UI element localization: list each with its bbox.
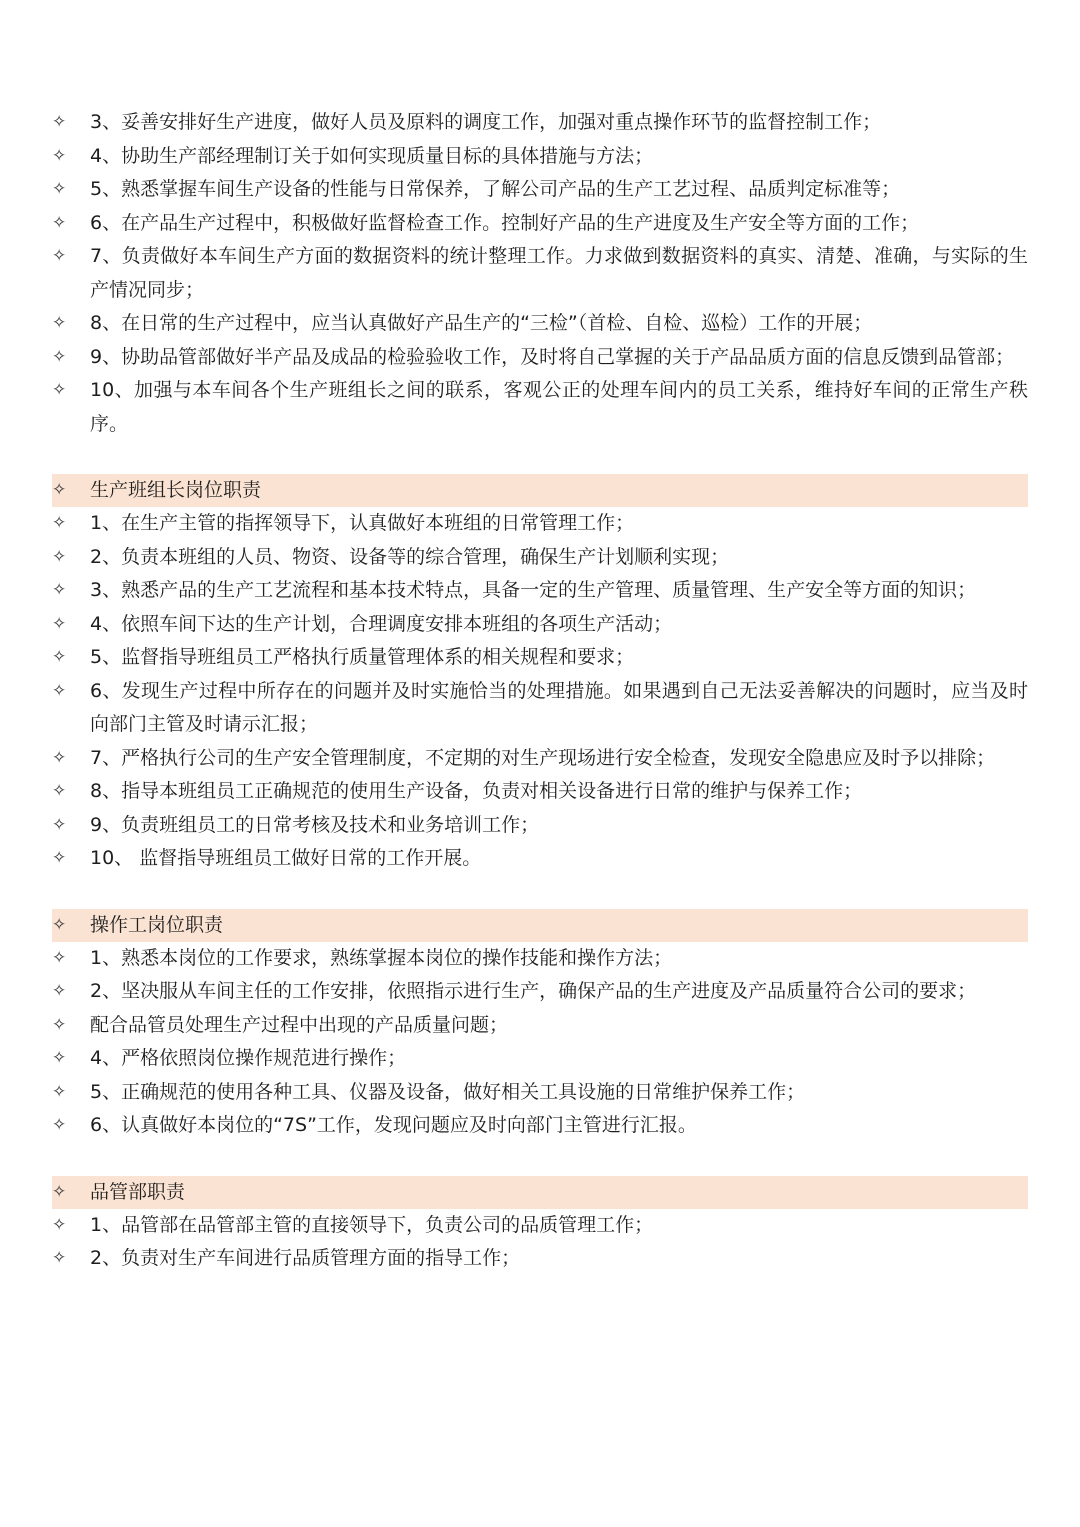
list-item-text: 8、在日常的生产过程中，应当认真做好产品生产的“三检”（首检、自检、巡检）工作的开展； bbox=[90, 312, 873, 334]
list-item bbox=[52, 207, 1028, 241]
bullet-icon: ✧ bbox=[52, 179, 67, 199]
bullet-icon: ✧ bbox=[52, 480, 67, 500]
list-item-text: 3、熟悉产品的生产工艺流程和基本技术特点，具备一定的生产管理、质量管理、生产安全等方面的知识； bbox=[90, 579, 977, 601]
list-item bbox=[52, 809, 1028, 843]
bullet-icon: ✧ bbox=[52, 346, 67, 367]
list-item bbox=[52, 307, 1028, 341]
list-item bbox=[52, 374, 1028, 441]
bullet-icon: ✧ bbox=[52, 313, 67, 333]
list-item bbox=[52, 742, 1028, 776]
list-item bbox=[52, 173, 1028, 207]
list-item bbox=[52, 1209, 1028, 1243]
bullet-icon: ✧ bbox=[52, 513, 67, 533]
list-item-text: 7、严格执行公司的生产安全管理制度，不定期的对生产现场进行安全检查，发现安全隐患应及时予以排除； bbox=[90, 746, 996, 769]
bullet-icon: ✧ bbox=[52, 1214, 67, 1235]
list-item bbox=[52, 1009, 1028, 1043]
bullet-icon: ✧ bbox=[52, 145, 67, 166]
list-item-text: 7、负责做好本车间生产方面的数据资料的统计整理工作。力求做到数据资料的真实、清楚、准确，与实际的生产情况同步； bbox=[90, 245, 1028, 301]
bullet-icon: ✧ bbox=[52, 1248, 67, 1268]
list-item-text: 4、依照车间下达的生产计划，合理调度安排本班组的各项生产活动； bbox=[90, 612, 673, 635]
list-item bbox=[52, 240, 1028, 307]
list-item-text: 1、在生产主管的指挥领导下，认真做好本班组的日常管理工作； bbox=[90, 512, 635, 534]
list-item bbox=[52, 775, 1028, 809]
section-heading bbox=[52, 909, 1028, 942]
list-item bbox=[52, 1076, 1028, 1110]
list-item bbox=[52, 942, 1028, 976]
list-item-text: 8、指导本班组员工正确规范的使用生产设备，负责对相关设备进行日常的维护与保养工作； bbox=[90, 780, 863, 802]
bullet-icon: ✧ bbox=[52, 212, 67, 233]
list-item bbox=[52, 140, 1028, 174]
bullet-icon: ✧ bbox=[52, 246, 67, 266]
list-item-text: 2、负责对生产车间进行品质管理方面的指导工作； bbox=[90, 1247, 521, 1269]
section-title: 生产班组长岗位职责 bbox=[90, 479, 262, 501]
list-item-text: 10、加强与本车间各个生产班组长之间的联系，客观公正的处理车间内的员工关系，维持好车间的正常生产秩序。 bbox=[90, 379, 1028, 435]
bullet-icon: ✧ bbox=[52, 1014, 67, 1035]
bullet-icon: ✧ bbox=[52, 1181, 67, 1202]
list-item bbox=[52, 842, 1028, 876]
section bbox=[52, 1176, 1028, 1276]
bullet-icon: ✧ bbox=[52, 546, 67, 567]
list-item-text: 5、监督指导班组员工严格执行质量管理体系的相关规程和要求； bbox=[90, 646, 635, 668]
bullet-icon: ✧ bbox=[52, 1115, 67, 1135]
section bbox=[52, 474, 1028, 876]
bullet-icon: ✧ bbox=[52, 747, 67, 768]
list-item bbox=[52, 507, 1028, 541]
list-item bbox=[52, 574, 1028, 608]
list-item-text: 5、正确规范的使用各种工具、仪器及设备，做好相关工具设施的日常维护保养工作； bbox=[90, 1080, 806, 1103]
list-item bbox=[52, 341, 1028, 375]
list-item-text: 4、协助生产部经理制订关于如何实现质量目标的具体措施与方法； bbox=[90, 144, 654, 167]
list-item-text: 4、严格依照岗位操作规范进行操作； bbox=[90, 1047, 407, 1069]
list-item-text: 2、负责本班组的人员、物资、设备等的综合管理，确保生产计划顺利实现； bbox=[90, 545, 730, 568]
list-item bbox=[52, 1109, 1028, 1143]
list-item bbox=[52, 106, 1028, 140]
bullet-icon: ✧ bbox=[52, 848, 67, 868]
section-title: 品管部职责 bbox=[90, 1180, 186, 1203]
list-item-text: 3、妥善安排好生产进度，做好人员及原料的调度工作，加强对重点操作环节的监督控制工作； bbox=[90, 111, 882, 133]
list-item bbox=[52, 675, 1028, 742]
section-heading bbox=[52, 1176, 1028, 1209]
list-item bbox=[52, 641, 1028, 675]
list-item-text: 9、负责班组员工的日常考核及技术和业务培训工作； bbox=[90, 813, 540, 836]
bullet-icon: ✧ bbox=[52, 981, 67, 1001]
bullet-icon: ✧ bbox=[52, 112, 67, 132]
intro-list bbox=[52, 106, 1028, 441]
list-item bbox=[52, 608, 1028, 642]
list-item-text: 6、认真做好本岗位的“7S”工作，发现问题应及时向部门主管进行汇报。 bbox=[90, 1114, 697, 1136]
bullet-icon: ✧ bbox=[52, 380, 67, 400]
bullet-icon: ✧ bbox=[52, 947, 67, 968]
list-item-text: 6、发现生产过程中所存在的问题并及时实施恰当的处理措施。如果遇到自己无法妥善解决的问题时，应当及时向部门主管及时请示汇报； bbox=[90, 679, 1028, 735]
section-title: 操作工岗位职责 bbox=[90, 913, 224, 936]
list-item-text: 配合品管员处理生产过程中出现的产品质量问题； bbox=[90, 1013, 509, 1036]
bullet-icon: ✧ bbox=[52, 1048, 67, 1068]
list-item bbox=[52, 541, 1028, 575]
bullet-icon: ✧ bbox=[52, 1081, 67, 1102]
section-heading bbox=[52, 474, 1028, 507]
list-item-text: 10、 监督指导班组员工做好日常的工作开展。 bbox=[90, 847, 482, 869]
section bbox=[52, 909, 1028, 1143]
bullet-icon: ✧ bbox=[52, 680, 67, 701]
list-item bbox=[52, 1042, 1028, 1076]
bullet-icon: ✧ bbox=[52, 580, 67, 600]
list-item-text: 1、熟悉本岗位的工作要求，熟练掌握本岗位的操作技能和操作方法； bbox=[90, 946, 673, 969]
list-item-text: 6、在产品生产过程中，积极做好监督检查工作。控制好产品的生产进度及生产安全等方面的工作； bbox=[90, 211, 920, 234]
list-item bbox=[52, 975, 1028, 1009]
list-item-text: 5、熟悉掌握车间生产设备的性能与日常保养，了解公司产品的生产工艺过程、品质判定标准等； bbox=[90, 178, 901, 200]
list-item-text: 2、坚决服从车间主任的工作安排，依照指示进行生产，确保产品的生产进度及产品质量符合公司的要求； bbox=[90, 980, 977, 1002]
list-item-text: 9、协助品管部做好半产品及成品的检验验收工作，及时将自己掌握的关于产品品质方面的信息反馈到品管部； bbox=[90, 345, 1015, 368]
document-content bbox=[52, 106, 1028, 1276]
bullet-icon: ✧ bbox=[52, 647, 67, 667]
bullet-icon: ✧ bbox=[52, 914, 67, 935]
bullet-icon: ✧ bbox=[52, 814, 67, 835]
bullet-icon: ✧ bbox=[52, 781, 67, 801]
list-item-text: 1、品管部在品管部主管的直接领导下，负责公司的品质管理工作； bbox=[90, 1213, 654, 1236]
list-item bbox=[52, 1242, 1028, 1276]
bullet-icon: ✧ bbox=[52, 613, 67, 634]
